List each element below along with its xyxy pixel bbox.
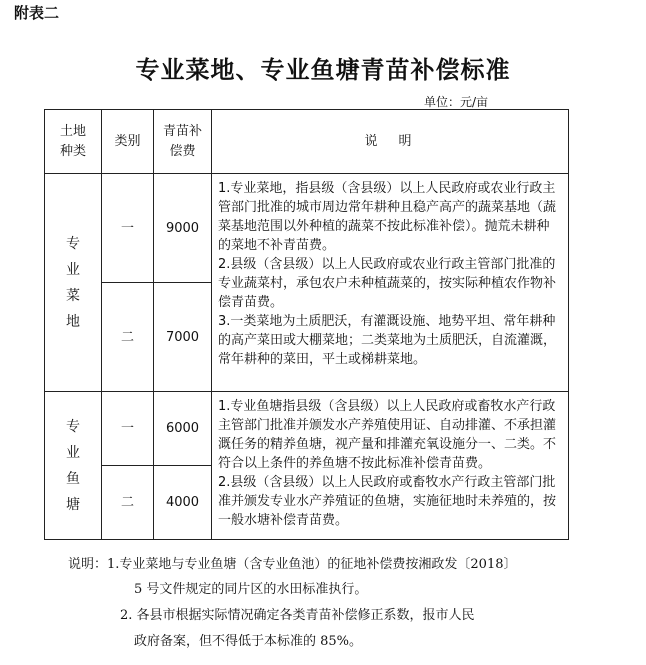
category-cell: 一: [102, 174, 154, 283]
description-cell: [212, 392, 569, 540]
note-line-1: 说明：1.专业菜地与专业鱼塘（含专业鱼池）的征地补偿费按湘政发〔2018〕: [68, 557, 517, 572]
value-cell: 9000: [154, 174, 212, 283]
table-header-row: [45, 110, 569, 174]
note-line-2: 2. 各县市根据实际情况确定各类青苗补偿修正系数，报市人民: [120, 608, 475, 623]
land-type-cell: 专 业 鱼 塘: [45, 392, 102, 540]
header-category: 类别: [102, 110, 154, 174]
annex-label: 附表二: [14, 4, 60, 22]
category-cell: 二: [102, 466, 154, 540]
description-item: 3.一类菜地为土质肥沃，有灌溉设施、地势平坦、常年耕种的高产菜田或大棚菜地；二类菜地为土质肥沃，自流灌溉，常年耕种的菜田，平土或梯耕菜地。: [218, 314, 557, 367]
value-cell: 7000: [154, 283, 212, 392]
description-cell: [212, 174, 569, 392]
header-description: 说 明: [212, 110, 569, 174]
header-compensation: 青苗补偿费: [154, 110, 212, 174]
category-cell: 一: [102, 392, 154, 466]
description-item: 2.县级（含县级）以上人民政府或畜牧水产行政主管部门批准并颁发专业水产养殖证的鱼塘，实施征地时未养殖的，按一般水塘补偿青苗费。: [218, 475, 557, 528]
table-row: [45, 392, 569, 466]
unit-label: 单位：元/亩: [424, 95, 489, 109]
note-line-2-cont: 政府备案，但不得低于本标准的 85%。: [134, 634, 363, 649]
note-line-1-cont: 5 号文件规定的同片区的水田标准执行。: [134, 582, 368, 597]
land-type-cell: 专 业 菜 地: [45, 174, 102, 392]
page-title: 专业菜地、专业鱼塘青苗补偿标准: [135, 56, 511, 84]
value-cell: 6000: [154, 392, 212, 466]
description-item: 1.专业菜地，指县级（含县级）以上人民政府或农业行政主管部门批准的城市周边常年耕种且稳产高产的蔬菜基地（蔬菜基地范围以外种植的蔬菜不按此标准补偿）。抛荒未耕种的菜地不补青苗费。: [218, 181, 557, 253]
table-row: [45, 174, 569, 283]
compensation-table: [44, 109, 569, 540]
description-item: 1.专业鱼塘指县级（含县级）以上人民政府或畜牧水产行政主管部门批准并颁发水产养殖使用证、自动排灌、不承担灌溉任务的精养鱼塘，视产量和排灌充氧设施分一、二类。不符合以上条件的养鱼塘不按此标准补偿青苗费。: [218, 399, 557, 471]
header-land-type: 土地种类: [45, 110, 102, 174]
description-item: 2.县级（含县级）以上人民政府或农业行政主管部门批准的专业蔬菜村，承包农户未种植蔬菜的，按实际种植农作物补偿青苗费。: [218, 257, 557, 310]
category-cell: 二: [102, 283, 154, 392]
value-cell: 4000: [154, 466, 212, 540]
